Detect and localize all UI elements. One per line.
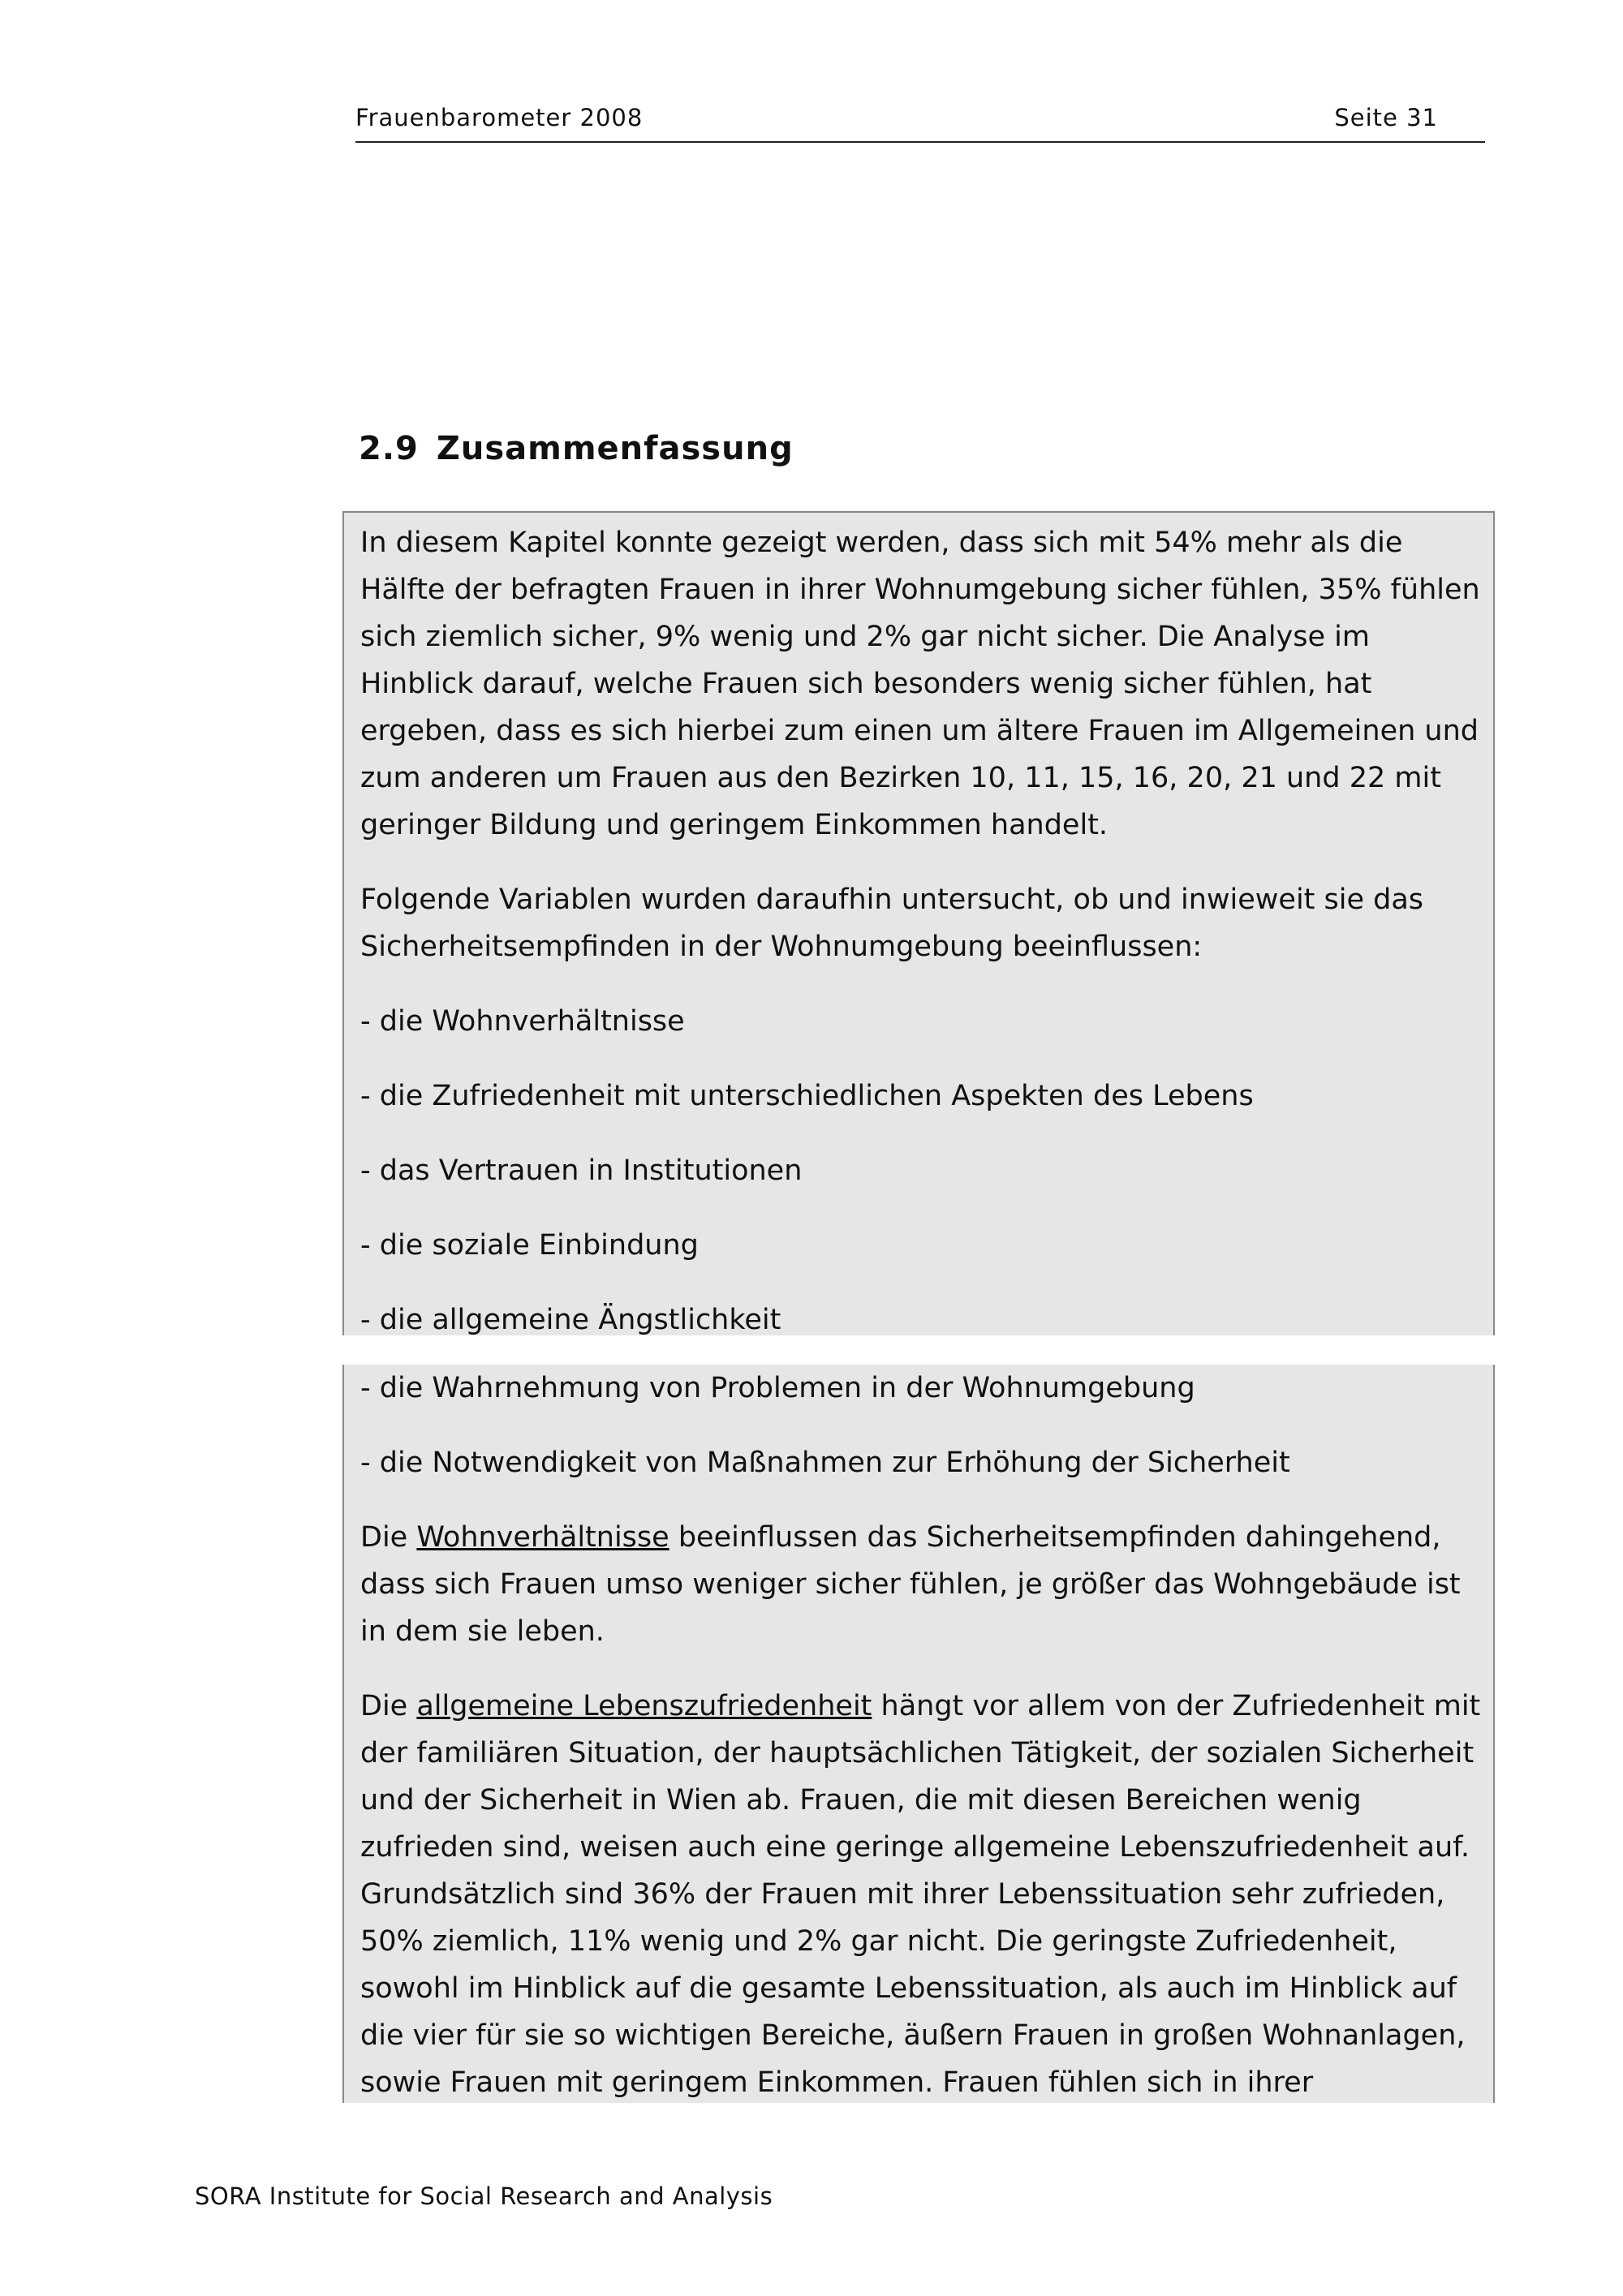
variable-list-item: - die soziale Einbindung bbox=[360, 1229, 699, 1262]
summary-paragraph-lebenszufriedenheit: Die allgemeine Lebenszufriedenheit hängt vor allem von der Zufriedenheit mit der familiären Situation, der hauptsächlichen Tätigkeit, der sozialen Sicherheit und der Sicherheit in Wien ab. Frauen, die mit diesen Bereichen wenig zufrieden sind, weisen auch eine geringe allgemeine Lebenszufriedenheit auf. Grundsätzlich sind 36% der Frauen mit ihrer Lebenssituation sehr zufrieden, 50% ziemlich, 11% wenig und 2% gar nicht. Die geringste Zufriedenheit, sowohl im Hinblick auf die gesamte Lebenssituation, als auch im Hinblick auf die vier für sie so wichtigen Bereiche, äußern Frauen in großen Wohnanlagen, sowie Frauen mit geringem Einkommen. Frauen fühlen sich in ihrer bbox=[360, 1690, 1481, 2099]
header-document-title: Frauenbarometer 2008 bbox=[355, 104, 644, 131]
variable-list-item: - die Wahrnehmung von Problemen in der Wohnumgebung bbox=[360, 1372, 1195, 1404]
variable-list-item: - das Vertrauen in Institutionen bbox=[360, 1154, 803, 1187]
summary-paragraph-1: In diesem Kapitel konnte gezeigt werden, dass sich mit 54% mehr als die Hälfte der befragten Frauen in ihrer Wohnumgebung sicher fühlen, 35% fühlen sich ziemlich sicher, 9% wenig und 2% gar nicht sicher. Die Analyse im Hinblick darauf, welche Frauen sich besonders wenig sicher fühlen, hat ergeben, dass es sich hierbei zum einen um ältere Frauen im Allgemeinen und zum anderen um Frauen aus den Bezirken 10, 11, 15, 16, 20, 21 und 22 mit geringer Bildung und geringem Einkommen handelt. bbox=[360, 527, 1480, 841]
summary-paragraph-2: Folgende Variablen wurden daraufhin untersucht, ob und inwieweit sie das Sicherheitsempfinden in der Wohnumgebung beeinflussen: bbox=[360, 884, 1424, 963]
header-page-number: Seite 31 bbox=[1334, 104, 1438, 131]
variable-list-item: - die Wohnverhältnisse bbox=[360, 1005, 685, 1038]
variable-list-item: - die allgemeine Ängstlichkeit bbox=[360, 1304, 781, 1336]
underlined-term-lebenszufriedenheit: allgemeine Lebenszufriedenheit bbox=[416, 1690, 872, 1722]
page-header bbox=[355, 102, 1485, 143]
summary-box-part-2 bbox=[342, 1365, 1495, 2103]
section-heading bbox=[359, 430, 794, 467]
variable-list-item: - die Zufriedenheit mit unterschiedlichen Aspekten des Lebens bbox=[360, 1080, 1254, 1112]
section-title: Zusammenfassung bbox=[436, 430, 794, 467]
underlined-term-wohnverhaeltnisse: Wohnverhältnisse bbox=[416, 1521, 669, 1554]
summary-box-part-1 bbox=[342, 511, 1495, 1335]
page-footer: SORA Institute for Social Research and Analysis bbox=[195, 2182, 773, 2210]
variable-list-item: - die Notwendigkeit von Maßnahmen zur Erhöhung der Sicherheit bbox=[360, 1447, 1290, 1479]
section-number: 2.9 bbox=[359, 430, 419, 467]
summary-paragraph-wohnverhaeltnisse: Die Wohnverhältnisse beeinflussen das Sicherheitsempfinden dahingehend, dass sich Frauen umso weniger sicher fühlen, je größer das Wohngebäude ist in dem sie leben. bbox=[360, 1521, 1461, 1648]
